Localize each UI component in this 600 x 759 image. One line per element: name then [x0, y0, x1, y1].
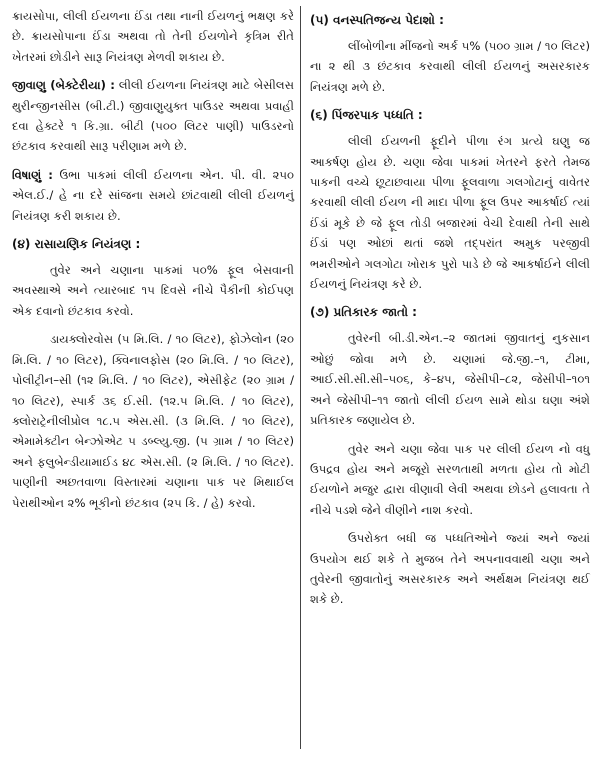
heading-chemical-control: (૪) રાસાયણિક નિયંત્રણ : [12, 237, 141, 252]
paragraph-resistant-3: ઉપરોક્ત બધી જ પધ્ધતિઓને જ્યાં અને જ્યાં ઉપયોગ થઈ શકે તે મુજબ તેને અપનાવવાથી ચણા અને તુવેરની જીવાતોનું અસરકારક અને અર્થક્ષમ નિયંત્રણ થઈ શકે છે. [310, 531, 590, 607]
paragraph-chemical-intro: તુવેર અને ચણાના પાકમાં ૫૦% ફૂલ બેસવાની અવસ્થાએ અને ત્યારબાદ ૧૫ દિવસે નીચે પૈકીની કોઈપણ એક દવાનો છંટકાવ કરવો. [12, 263, 294, 318]
right-column [310, 6, 590, 753]
paragraph-trap-crop: લીલી ઈયળની ફૂદીને પીળા રંગ પ્રત્યે ઘણુ જ આકર્ષણ હોય છે. ચણા જેવા પાકમાં ખેતરને ફરતે તેમજ પાકની વચ્ચે છૂટાછવાયા પીળા ફૂલવાળા ગલગોટાનું વાવેતર કરવાથી લીલી ઈયળ ની માદા પીળા ફૂલ ઉપર આકર્ષાઈ ત્યાં ઈંડાં મૂકે છે જે ફૂલ તોડી બજારમાં વેચી દેવાથી તેની સાથે ઈંડાં પણ ઓછાં થતાં જશે તદ્પરાંત અમુક પરજીવી ભમરીઓને ગલગોટા ખોરાક પુરો પાડે છે જે આકર્ષાઈને લીલી ઈયળનું નિયંત્રણ કરે છે. [310, 134, 590, 292]
virus-text: ઉભા પાકમાં લીલી ઈયળના એન. પી. વી. ૨૫૦ એલ.ઈ./ હે ના દરે સાંજના સમયે છાંટવાથી લીલી ઈયળનું નિયંત્રણ કરી શકાય છે. [12, 167, 294, 223]
paragraph-resistant-2: તુવેર અને ચણા જેવા પાક પર લીલી ઈયળ નો વધુ ઉપદ્રવ હોય અને મજૂરો સરળતાથી મળતા હોય તો મોટી ઈયળોને મજુર દ્વારા વીણાવી લેવી અથવા છોડને હલાવતા તે નીચે પડશે જેને વીણીને નાશ કરવો. [310, 441, 590, 517]
virus-heading: વિષાણું : [12, 167, 53, 182]
paragraph-resistant-1: તુવેરની બી.ડી.એન.–૨ જાતમાં જીવાતનું નુકસાન ઓછું જોવા મળે છે. ચણામાં જે.જી.–૧, ટીમા, આઈ.સી.સી.સી–૫૦૬, કે–૪૫, જેસીપી–૮૨, જેસીપી–૧૦૧ અને જેસીપી–૧૧ જાતો લીલી ઈયળ સામે થોડા ઘણા અંશે પ્રતિકારક જણાયેલ છે. [310, 331, 590, 428]
paragraph-chemical-list: ડાયક્લોરવોસ (૫ મિ.લિ. / ૧૦ લિટર), ફોઝેલોન (૨૦ મિ.લિ. / ૧૦ લિટર), ક્વિનાલફોસ (૨૦ મિ.લિ. / ૧૦ લિટર), પોલીટ્રીન–સી (૧૨ મિ.લિ. / ૧૦ લિટર), એસીફેટ (૨૦ ગ્રામ / ૧૦ લિટર), સ્પાર્ક ૩૬ ઈ.સી. (૧૨.૫ મિ.લિ. / ૧૦ લિટર), ક્લોરાટ્રેનીલીપ્રોલ ૧૮.૫ એસ.સી. (૩ મિ.લિ. / ૧૦ લિટર), એમામેક્ટીન બેન્ઝોએટ ૫ ડબ્લ્યુ.જી. (૫ ગ્રામ / ૧૦ લિટર) અને ફલુબેન્ડીયામાઈડ ૪૮ એસ.સી. (૨ મિ.લિ. / ૧૦ લિટર). પાણીની અછતવાળા વિસ્તારમાં ચણાના પાક પર મિથાઈલ પેરાથીઓન ૨% ભૂકીનો છંટકાવ (૨૫ કિ. / હે) કરવો. [12, 332, 294, 510]
paragraph-botanical: લીંબોળીના મીંજનો અર્ક ૫% (૫૦૦ ગ્રામ / ૧૦ લિટર) ના ૨ થી ૩ છંટકાવ કરવાથી લીલી ઈયળનું અસરકારક નિયંત્રણ મળે છે. [310, 39, 590, 94]
column-divider [300, 6, 301, 749]
bacteria-text: લીલી ઈયળના નિયંત્રણ માટે બેસીલસ થુરીન્જીનસીસ (બી.ટી.) જીવાણુયુક્ત પાઉડર અથવા પ્રવાહી દવા હેક્ટરે ૧ કિ.ગ્રા. બીટી (૫૦૦ લિટર પાણી) પાઉડરનો છંટકાવ કરવાથી સારૂ પરીણામ મળે છે. [12, 78, 294, 154]
bacteria-heading: જીવાણુ (બેક્ટેરીયા) : [12, 78, 115, 93]
heading-trap-crop: (૬) પિંજરપાક પધ્ધતિ : [310, 108, 423, 123]
heading-resistant-varieties: (૭) પ્રતિકારક જાતો : [310, 305, 417, 320]
left-column [12, 6, 294, 753]
paragraph-chrysopa: ક્રાયસોપા, લીલી ઈયળના ઈંડા તથા નાની ઈયળનું ભક્ષણ કરે છે. ક્રાયસોપાના ઈંડા અથવા તો તેની ઈયળોને કૃત્રિમ રીતે ખેતરમાં છોડીને સારૂ નિયંત્રણ મેળવી શકાય છે. [12, 9, 294, 64]
heading-botanical: (૫) વનસ્પતિજન્ય પેદાશો : [310, 13, 444, 27]
paragraph-bacteria [12, 75, 294, 157]
paragraph-virus [12, 165, 294, 226]
